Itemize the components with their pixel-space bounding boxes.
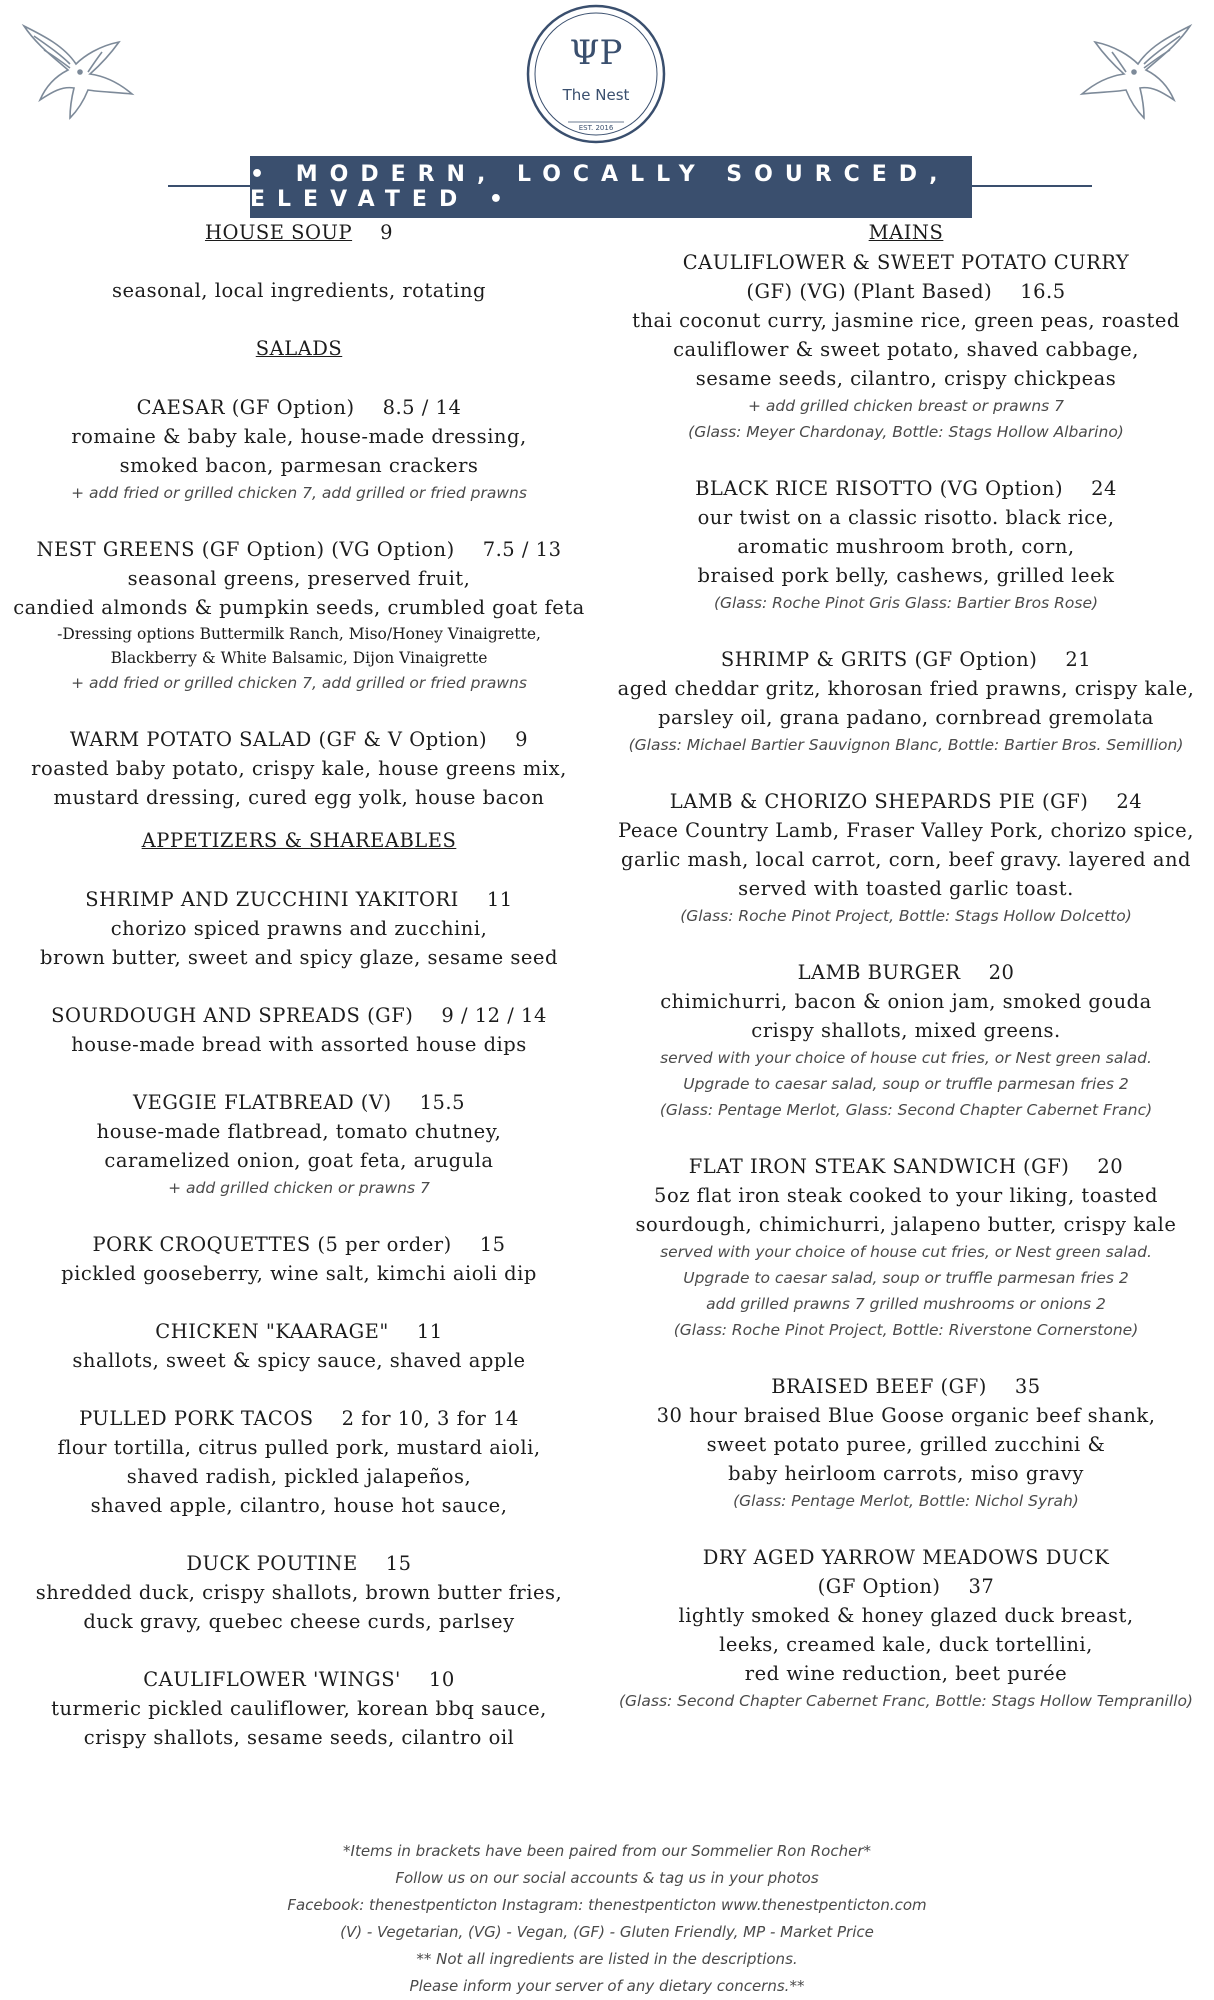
item-desc: shallots, sweet & spicy sauce, shaved apple [72,1349,526,1372]
item-price: 11 [486,888,513,911]
item-title: CAULIFLOWER 'WINGS' [143,1668,401,1691]
item-title: (GF) (VG) (Plant Based) [746,280,993,303]
item-title: PORK CROQUETTES (5 per order) [92,1233,452,1256]
item-desc: roasted baby potato, crispy kale, house greens mix, [31,757,567,780]
item-desc: baby heirloom carrots, miso gravy [728,1462,1084,1485]
item-desc: leeks, creamed kale, duck tortellini, [719,1633,1093,1656]
item-desc: Peace Country Lamb, Fraser Valley Pork, chorizo spice, [618,819,1194,842]
wine-pairing: (Glass: Second Chapter Cabernet Franc, Bottle: Stags Hollow Tempranillo) [619,1692,1193,1710]
item-desc: smoked bacon, parmesan crackers [119,454,479,477]
the-nest-logo [526,0,666,150]
item-title: FLAT IRON STEAK SANDWICH (GF) [688,1155,1070,1178]
left-column [0,218,598,1752]
menu-item-braised-beef [598,1372,1214,1514]
menu-item-curry [598,248,1214,445]
item-price: 20 [1097,1155,1124,1178]
item-title: CAULIFLOWER & SWEET POTATO CURRY [682,251,1130,274]
item-title: CAESAR (GF Option) [136,396,355,419]
item-desc: brown butter, sweet and spicy glaze, sesame seed [40,946,558,969]
menu-item-shepards-pie [598,787,1214,929]
item-title: SHRIMP AND ZUCCHINI YAKITORI [85,888,459,911]
item-desc: served with toasted garlic toast. [738,877,1074,900]
menu-item-pork-croquettes [0,1230,598,1288]
item-note: add grilled prawns 7 grilled mushrooms or onions 2 [706,1295,1106,1313]
menu-item-house-soup [0,218,598,305]
banner-rule-left [168,185,258,187]
item-desc: duck gravy, quebec cheese curds, parlsey [83,1610,515,1633]
item-desc: romaine & baby kale, house-made dressing, [71,425,527,448]
section-heading-appetizers: APPETIZERS & SHAREABLES [141,829,457,852]
swallow-illustration-left [14,6,144,124]
item-title: VEGGIE FLATBREAD (V) [133,1091,392,1114]
menu-item-veggie-flatbread [0,1088,598,1201]
item-price: 15 [385,1552,412,1575]
item-title: LAMB & CHORIZO SHEPARDS PIE (GF) [669,790,1089,813]
menu-item-lamb-burger [598,958,1214,1123]
item-price: 15 [479,1233,506,1256]
item-desc: aged cheddar gritz, khorosan fried prawns, crispy kale, [617,677,1195,700]
item-desc: 30 hour braised Blue Goose organic beef shank, [656,1404,1156,1427]
item-price: 24 [1116,790,1143,813]
menu-item-nest-greens [0,535,598,696]
item-price: 10 [428,1668,455,1691]
item-desc: 5oz flat iron steak cooked to your liking, toasted [654,1184,1158,1207]
wine-pairing: (Glass: Roche Pinot Gris Glass: Bartier Bros Rose) [713,594,1099,612]
menu-footer [0,1838,1214,2000]
item-title: LAMB BURGER [797,961,961,984]
menu-item-duck-poutine [0,1549,598,1636]
footer-ingredients-note: ** Not all ingredients are listed in the descriptions. [416,1950,798,1968]
item-price: 9 [380,221,394,244]
tagline-banner [250,156,972,218]
item-desc: our twist on a classic risotto. black rice, [697,506,1115,529]
item-desc: house-made bread with assorted house dips [71,1033,527,1056]
wine-pairing: (Glass: Meyer Chardonay, Bottle: Stags Hollow Albarino) [688,423,1124,441]
item-price: 21 [1065,648,1092,671]
item-desc: thai coconut curry, jasmine rice, green peas, roasted [632,309,1180,332]
item-desc: braised pork belly, cashews, grilled leek [697,564,1115,587]
tagline-text: • MODERN, LOCALLY SOURCED, ELEVATED • [250,162,950,212]
menu-item-cauliflower-wings [0,1665,598,1752]
item-title: BLACK RICE RISOTTO (VG Option) [695,477,1064,500]
menu-item-sourdough [0,1001,598,1059]
menu-item-chicken-kaarage [0,1317,598,1375]
item-price: 11 [416,1320,443,1343]
footer-dietary-note: Please inform your server of any dietary concerns.** [409,1977,805,1995]
item-price: 8.5 / 14 [382,396,462,419]
item-desc: mustard dressing, cured egg yolk, house bacon [53,786,545,809]
item-note: Upgrade to caesar salad, soup or truffle parmesan fries 2 [683,1075,1129,1093]
item-price: 7.5 / 13 [482,538,562,561]
item-price: 15.5 [419,1091,465,1114]
item-desc: shaved radish, pickled jalapeños, [126,1465,472,1488]
item-desc: candied almonds & pumpkin seeds, crumbled goat feta [13,596,585,619]
item-title: NEST GREENS (GF Option) (VG Option) [36,538,455,561]
item-desc: crispy shallots, sesame seeds, cilantro oil [83,1726,515,1749]
menu-item-caesar [0,393,598,506]
item-price: 20 [988,961,1015,984]
item-desc: shredded duck, crispy shallots, brown butter fries, [35,1581,563,1604]
item-title: HOUSE SOUP [204,221,353,244]
item-desc: shaved apple, cilantro, house hot sauce, [90,1494,508,1517]
logo-established: EST. 2016 [578,124,614,132]
item-note: served with your choice of house cut fries, or Nest green salad. [660,1049,1152,1067]
menu-item-flat-iron-steak [598,1152,1214,1343]
item-desc: red wine reduction, beet purée [744,1662,1068,1685]
item-note: + add fried or grilled chicken 7, add grilled or fried prawns [71,484,527,502]
item-desc: pickled gooseberry, wine salt, kimchi aioli dip [61,1262,537,1285]
menu-item-shrimp-grits [598,645,1214,758]
item-desc: lightly smoked & honey glazed duck breast, [678,1604,1134,1627]
logo-name: The Nest [562,86,630,104]
item-note: + add fried or grilled chicken 7, add grilled or fried prawns [71,674,527,692]
item-price: 9 [515,728,529,751]
item-title: DUCK POUTINE [186,1552,358,1575]
footer-social-note: Follow us on our social accounts & tag us in your photos [395,1869,819,1887]
item-desc: chorizo spiced prawns and zucchini, [110,917,488,940]
item-desc: seasonal greens, preserved fruit, [127,567,471,590]
footer-legend: (V) - Vegetarian, (VG) - Vegan, (GF) - Gluten Friendly, MP - Market Price [340,1923,874,1941]
item-desc: flour tortilla, citrus pulled pork, mustard aioli, [57,1436,541,1459]
dressing-options: -Dressing options Buttermilk Ranch, Miso/Honey Vinaigrette, [57,625,541,643]
section-heading-mains: MAINS [868,221,944,244]
menu-item-black-rice-risotto [598,474,1214,616]
item-desc: garlic mash, local carrot, corn, beef gravy. layered and [620,848,1192,871]
wine-pairing: (Glass: Michael Bartier Sauvignon Blanc, Bottle: Bartier Bros. Semillion) [628,736,1184,754]
item-title: SOURDOUGH AND SPREADS (GF) [51,1004,414,1027]
wine-pairing: (Glass: Roche Pinot Project, Bottle: Riverstone Cornerstone) [673,1321,1139,1339]
item-title: SHRIMP & GRITS (GF Option) [720,648,1038,671]
item-desc: aromatic mushroom broth, corn, [737,535,1075,558]
footer-sommelier-note: *Items in brackets have been paired from our Sommelier Ron Rocher* [343,1842,871,1860]
footer-social-links: Facebook: thenestpenticton Instagram: thenestpenticton www.thenestpenticton.com [287,1896,927,1914]
item-desc: crispy shallots, mixed greens. [751,1019,1061,1042]
item-desc: chimichurri, bacon & onion jam, smoked gouda [660,990,1152,1013]
wine-pairing: (Glass: Pentage Merlot, Glass: Second Chapter Cabernet Franc) [659,1101,1153,1119]
item-note: + add grilled chicken or prawns 7 [168,1179,430,1197]
menu-item-yakitori [0,885,598,972]
section-heading-salads: SALADS [255,337,343,360]
banner-rule-right [964,185,1092,187]
item-desc: turmeric pickled cauliflower, korean bbq sauce, [51,1697,547,1720]
item-desc: parsley oil, grana padano, cornbread gremolata [658,706,1154,729]
item-price: 16.5 [1020,280,1066,303]
item-price: 9 / 12 / 14 [441,1004,547,1027]
item-price: 2 for 10, 3 for 14 [341,1407,519,1430]
item-desc: sourdough, chimichurri, jalapeno butter, crispy kale [635,1213,1177,1236]
item-note: + add grilled chicken breast or prawns 7 [747,397,1065,415]
item-desc: sesame seeds, cilantro, crispy chickpeas [695,367,1117,390]
logo-monogram: ΨP [569,33,623,73]
item-title: (GF Option) [817,1575,941,1598]
menu-item-pulled-pork-tacos [0,1404,598,1520]
item-price: 24 [1091,477,1117,500]
item-title: DRY AGED YARROW MEADOWS DUCK [702,1546,1110,1569]
right-column [598,218,1214,1714]
swallow-illustration-right [1070,6,1200,124]
wine-pairing: (Glass: Roche Pinot Project, Bottle: Stags Hollow Dolcetto) [680,907,1132,925]
item-title: PULLED PORK TACOS [79,1407,314,1430]
item-desc: sweet potato puree, grilled zucchini & [706,1433,1106,1456]
item-title: WARM POTATO SALAD (GF & V Option) [69,728,488,751]
item-desc: cauliflower & sweet potato, shaved cabbage, [673,338,1139,361]
wine-pairing: (Glass: Pentage Merlot, Bottle: Nichol Syrah) [733,1492,1079,1510]
item-note: Upgrade to caesar salad, soup or truffle parmesan fries 2 [683,1269,1129,1287]
item-desc: seasonal, local ingredients, rotating [111,279,487,302]
item-desc: house-made flatbread, tomato chutney, [96,1120,502,1143]
item-price: 35 [1014,1375,1041,1398]
item-title: CHICKEN "KAARAGE" [155,1320,389,1343]
item-desc: caramelized onion, goat feta, arugula [104,1149,494,1172]
item-price: 37 [968,1575,995,1598]
dressing-options: Blackberry & White Balsamic, Dijon Vinaigrette [110,649,488,667]
item-note: served with your choice of house cut fries, or Nest green salad. [660,1243,1152,1261]
menu-item-warm-potato-salad [0,725,598,812]
menu-item-yarrow-meadows-duck [598,1543,1214,1714]
item-title: BRAISED BEEF (GF) [771,1375,987,1398]
